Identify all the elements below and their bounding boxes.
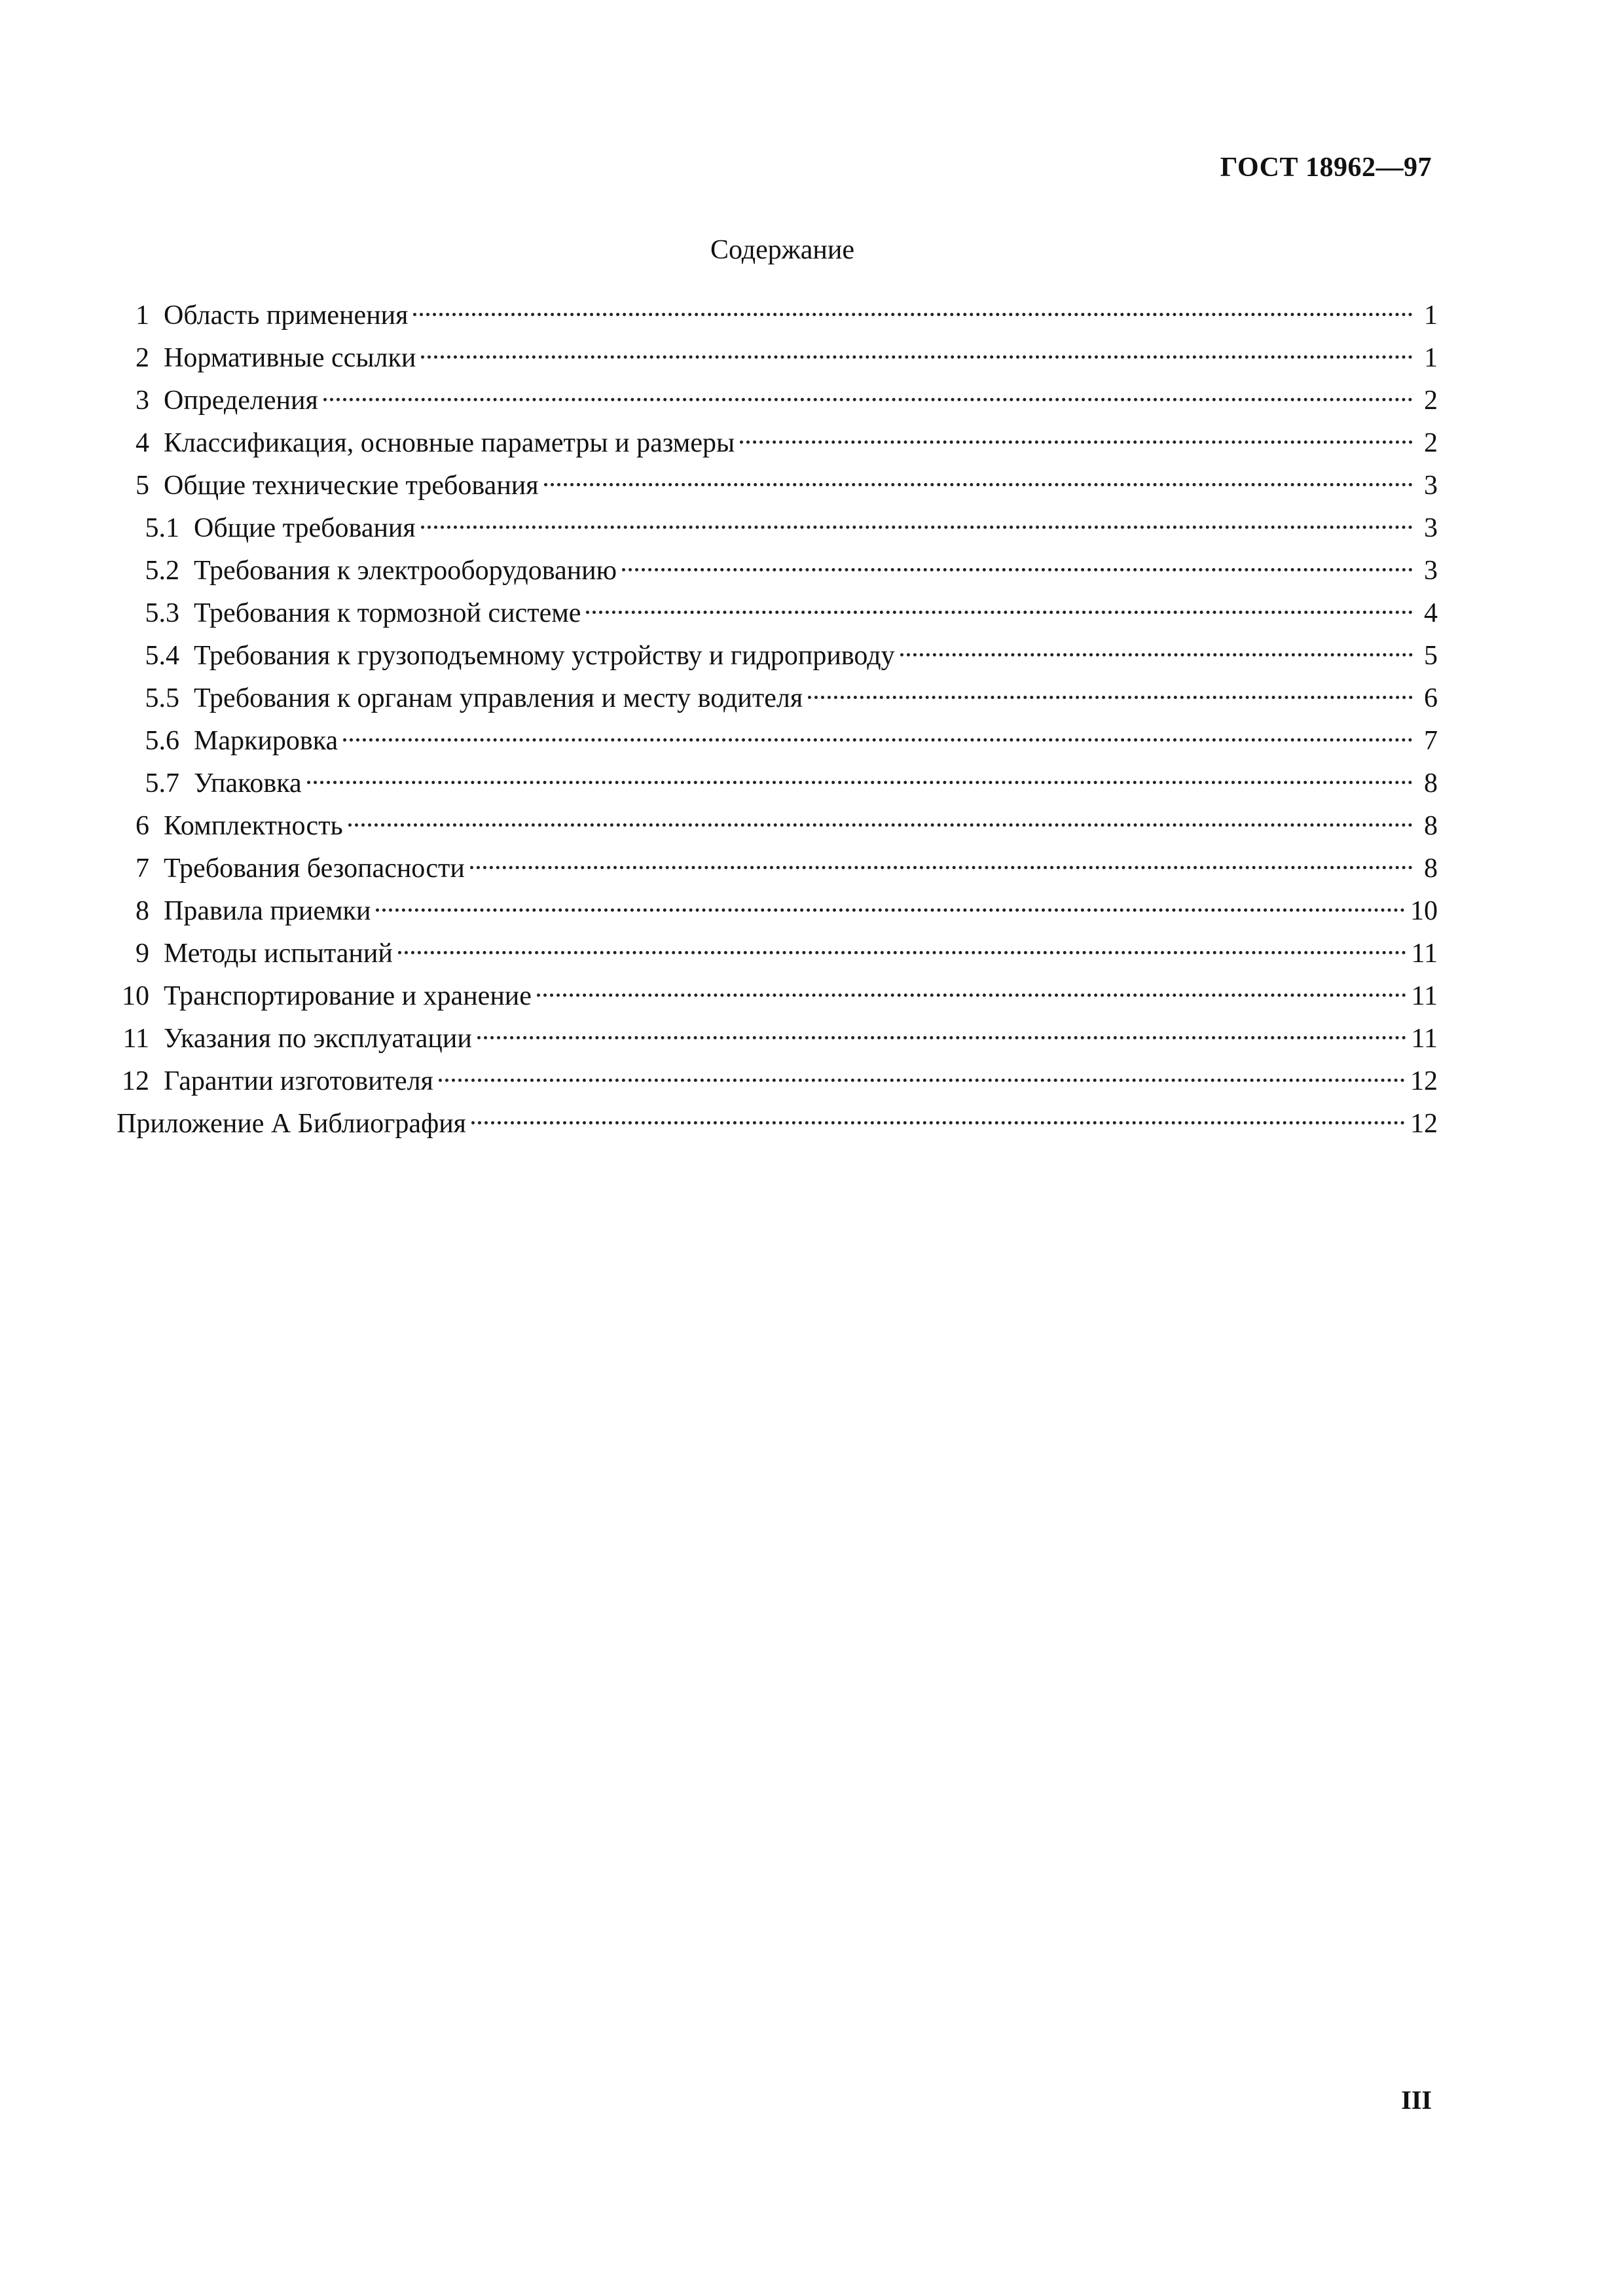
toc-entry-number: 12 [122, 1066, 149, 1096]
toc-entry-number: 8 [136, 896, 149, 926]
toc-entry-page: 12 [1410, 1109, 1438, 1139]
toc-entry[interactable] [117, 975, 1438, 1018]
toc-entry-page: 1 [1424, 300, 1438, 331]
toc-entry[interactable] [117, 805, 1438, 848]
dot-leader [622, 568, 1413, 571]
toc-entry[interactable] [117, 422, 1438, 465]
dot-leader [470, 866, 1413, 869]
dot-leader [537, 994, 1406, 997]
toc-entry-page: 8 [1424, 811, 1438, 841]
dot-leader [376, 908, 1405, 912]
toc-entry-number: 5.2 [145, 556, 179, 586]
toc-entry-label: Транспортирование и хранение [164, 981, 532, 1011]
toc-entry[interactable] [117, 1060, 1438, 1103]
toc-entry-label: Область применения [164, 300, 409, 331]
toc-entry-number: 2 [136, 343, 149, 373]
toc-entry-number: 5 [136, 471, 149, 501]
toc-subentry[interactable] [117, 507, 1438, 550]
toc-entry-label: Нормативные ссылки [164, 343, 416, 373]
toc-entry[interactable] [117, 295, 1438, 337]
toc-entry-label: Комплектность [164, 811, 343, 841]
toc-entry-number: 10 [122, 981, 149, 1011]
toc-entry-label: Маркировка [194, 726, 338, 756]
toc-entry-page: 1 [1424, 343, 1438, 373]
toc-entry-number: 5.3 [145, 598, 179, 628]
toc-entry-label: Методы испытаний [164, 939, 393, 969]
toc-entry-number: 1 [136, 300, 149, 331]
toc-entry-number: 3 [136, 386, 149, 416]
toc-entry-label: Требования к тормозной системе [194, 598, 581, 628]
toc-entry-label: Гарантии изготовителя [164, 1066, 433, 1096]
toc-entry[interactable] [117, 337, 1438, 380]
dot-leader [586, 611, 1413, 614]
dot-leader [477, 1036, 1406, 1039]
toc-entry-page: 12 [1410, 1066, 1438, 1096]
toc-entry-number: 5.7 [145, 768, 179, 798]
toc-entry-number: 11 [122, 1024, 149, 1054]
toc-entry-page: 11 [1411, 939, 1438, 969]
toc-entry[interactable] [117, 380, 1438, 422]
toc-appendix-entry[interactable] [117, 1103, 1438, 1145]
toc-entry-page: 6 [1424, 683, 1438, 713]
toc-entry-number: 4 [136, 428, 149, 458]
toc-entry-page: 4 [1424, 598, 1438, 628]
document-code: ГОСТ 18962—97 [1220, 152, 1432, 183]
dot-leader [439, 1079, 1405, 1082]
toc-entry-page: 11 [1411, 1024, 1438, 1054]
dot-leader [323, 398, 1413, 401]
toc-entry-label: Определения [164, 386, 318, 416]
dot-leader [808, 696, 1413, 699]
toc-entry-label: Требования к электрооборудованию [194, 556, 617, 586]
toc-entry-page: 3 [1424, 556, 1438, 586]
toc-entry-label: Классификация, основные параметры и размеры [164, 428, 735, 458]
toc-entry-label: Требования к органам управления и месту водителя [194, 683, 803, 713]
toc-entry-page: 11 [1411, 981, 1438, 1011]
dot-leader [398, 951, 1406, 954]
toc-entry-number: 6 [136, 811, 149, 841]
toc-entry-label: Требования безопасности [164, 853, 465, 884]
toc-entry-page: 5 [1424, 641, 1438, 671]
toc-entry-page: 3 [1424, 513, 1438, 543]
toc-entry-label: Приложение А Библиография [117, 1109, 466, 1139]
toc-entry[interactable] [117, 465, 1438, 507]
toc-subentry[interactable] [117, 635, 1438, 677]
dot-leader [471, 1121, 1405, 1124]
toc-entry-page: 3 [1424, 471, 1438, 501]
toc-entry-label: Правила приемки [164, 896, 371, 926]
toc-entry-label: Общие технические требования [164, 471, 539, 501]
toc-subentry[interactable] [117, 762, 1438, 805]
dot-leader [544, 483, 1413, 486]
toc-entry-number: 5.1 [145, 513, 179, 543]
toc-entry-page: 7 [1424, 726, 1438, 756]
toc-title: Содержание [710, 235, 855, 265]
toc-entry-label: Требования к грузоподъемному устройству и гидроприводу [194, 641, 895, 671]
toc-entry-page: 2 [1424, 428, 1438, 458]
toc-entry-label: Указания по эксплуатации [164, 1024, 472, 1054]
dot-leader [343, 738, 1413, 742]
toc-subentry[interactable] [117, 550, 1438, 592]
dot-leader [900, 653, 1413, 656]
dot-leader [740, 440, 1413, 444]
toc-entry[interactable] [117, 1018, 1438, 1060]
dot-leader [307, 781, 1413, 784]
toc-entry-number: 7 [136, 853, 149, 884]
toc-entry-page: 8 [1424, 768, 1438, 798]
dot-leader [348, 823, 1413, 827]
toc-subentry[interactable] [117, 592, 1438, 635]
toc-entry-page: 2 [1424, 386, 1438, 416]
dot-leader [421, 526, 1413, 529]
toc-entry-label: Упаковка [194, 768, 302, 798]
toc-entry-number: 9 [136, 939, 149, 969]
toc-entry[interactable] [117, 890, 1438, 933]
toc-entry-number: 5.5 [145, 683, 179, 713]
toc-entry-page: 8 [1424, 853, 1438, 884]
toc-entry-label: Общие требования [194, 513, 416, 543]
toc-entry-page: 10 [1410, 896, 1438, 926]
toc-entry[interactable] [117, 848, 1438, 890]
table-of-contents [117, 295, 1438, 1145]
toc-entry-number: 5.4 [145, 641, 179, 671]
toc-subentry[interactable] [117, 677, 1438, 720]
toc-entry[interactable] [117, 933, 1438, 975]
toc-entry-number: 5.6 [145, 726, 179, 756]
dot-leader [413, 313, 1413, 316]
page-number: III [1401, 2085, 1432, 2115]
toc-subentry[interactable] [117, 720, 1438, 762]
dot-leader [421, 355, 1413, 359]
